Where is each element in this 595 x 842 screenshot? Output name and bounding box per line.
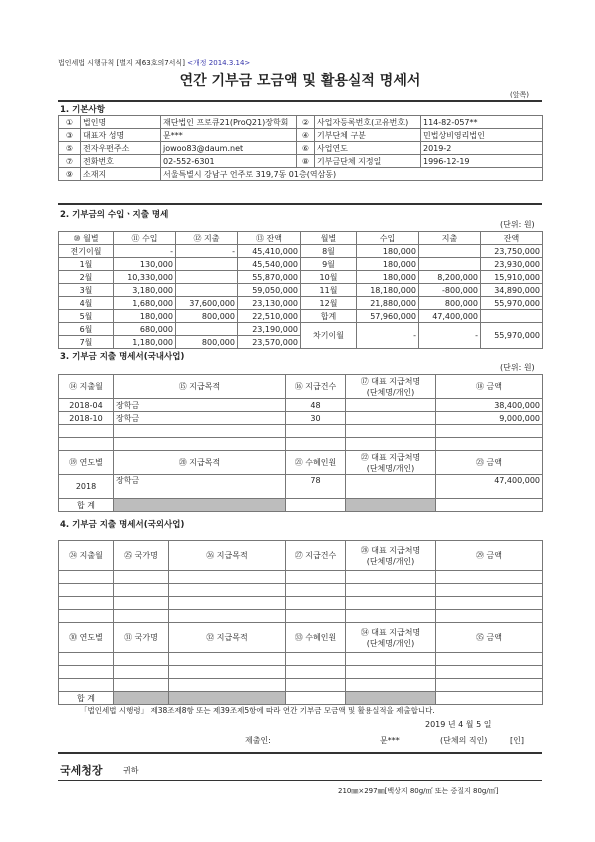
month-cell: 2018-10 bbox=[59, 412, 114, 425]
income-row bbox=[59, 323, 543, 336]
income-expense-table bbox=[58, 231, 543, 349]
income-row bbox=[59, 310, 543, 323]
section1-title: 1. 기본사항 bbox=[60, 105, 105, 115]
balance-cell: 55,970,000 bbox=[481, 297, 543, 310]
balance-cell: 23,570,000 bbox=[238, 336, 301, 349]
empty-cell bbox=[436, 692, 543, 705]
balance-cell: 59,050,000 bbox=[238, 284, 301, 297]
month-cell: 7월 bbox=[59, 336, 114, 349]
year-cell: 2018 bbox=[59, 475, 114, 499]
income-cell: 1,680,000 bbox=[114, 297, 176, 310]
column-header: ⑮ 지급목적 bbox=[114, 375, 286, 399]
empty-cell bbox=[59, 571, 114, 584]
month-cell: 4월 bbox=[59, 297, 114, 310]
balance-cell: 34,890,000 bbox=[481, 284, 543, 297]
footer-rule bbox=[58, 752, 542, 754]
purpose-cell: 장학금 bbox=[114, 412, 286, 425]
empty-cell bbox=[436, 679, 543, 692]
column-header: ⑪ 수입 bbox=[114, 232, 176, 245]
payee-header: ㉒ 대표 지급처명 bbox=[360, 452, 421, 462]
info-number: ⑧ bbox=[297, 155, 315, 168]
info-value: 재단법인 프로큐21(ProQ21)장학회 bbox=[161, 116, 297, 129]
expense-cell bbox=[419, 258, 481, 271]
empty-cell bbox=[346, 679, 436, 692]
info-label: 기부단체 구분 bbox=[315, 129, 421, 142]
income-cell: 1,180,000 bbox=[114, 336, 176, 349]
empty-cell bbox=[286, 692, 346, 705]
empty-cell bbox=[346, 666, 436, 679]
column-header: ⑱ 금액 bbox=[436, 375, 543, 399]
section2-unit: (단위: 원) bbox=[500, 220, 535, 229]
income-cell: 130,000 bbox=[114, 258, 176, 271]
balance-cell bbox=[481, 310, 543, 323]
column-header: ⑩ 월별 bbox=[59, 232, 114, 245]
carry-over-expense: - bbox=[419, 323, 481, 349]
payee-header: ㉘ 대표 지급처명 bbox=[360, 545, 421, 555]
gray-cell bbox=[346, 692, 436, 705]
empty-cell bbox=[59, 653, 114, 666]
count-cell: 48 bbox=[286, 399, 346, 412]
empty-cell bbox=[436, 597, 543, 610]
page-title: 연간 기부금 모금액 및 활용실적 명세서 bbox=[179, 73, 421, 89]
overseas-empty-row bbox=[59, 610, 543, 623]
info-row bbox=[59, 142, 543, 155]
empty-cell bbox=[346, 438, 436, 451]
year-purpose-cell: 장학금 bbox=[114, 475, 286, 499]
info-row bbox=[59, 155, 543, 168]
empty-cell bbox=[436, 499, 543, 512]
info-value: 민법상비영리법인 bbox=[421, 129, 543, 142]
empty-cell bbox=[169, 571, 286, 584]
year-amount-cell: 47,400,000 bbox=[436, 475, 543, 499]
column-header: ⑭ 지출월 bbox=[59, 375, 114, 399]
income-header-row bbox=[59, 232, 543, 245]
month-cell: 10월 bbox=[301, 271, 357, 284]
balance-cell: 45,540,000 bbox=[238, 258, 301, 271]
month-cell: 12월 bbox=[301, 297, 357, 310]
column-header: ㉓ 금액 bbox=[436, 451, 543, 475]
empty-cell bbox=[114, 425, 286, 438]
empty-cell bbox=[286, 571, 346, 584]
empty-cell bbox=[169, 679, 286, 692]
empty-cell bbox=[114, 571, 169, 584]
empty-cell bbox=[59, 666, 114, 679]
empty-cell bbox=[286, 679, 346, 692]
info-number: ⑨ bbox=[59, 168, 81, 181]
empty-cell bbox=[346, 610, 436, 623]
column-header: ㉟ 금액 bbox=[436, 623, 543, 653]
column-header: ㉜ 지급목적 bbox=[169, 623, 286, 653]
year-header-row bbox=[59, 451, 543, 475]
submitter-name: 문*** bbox=[380, 736, 400, 745]
domestic-total-row bbox=[59, 499, 543, 512]
payee-header: ㉞ 대표 지급처명 bbox=[360, 627, 421, 637]
column-header: 월별 bbox=[301, 232, 357, 245]
address-label: 소재지 bbox=[81, 168, 161, 181]
empty-cell bbox=[436, 610, 543, 623]
month-cell: 3월 bbox=[59, 284, 114, 297]
column-header: ⑳ 지급목적 bbox=[114, 451, 286, 475]
amount-cell: 9,000,000 bbox=[436, 412, 543, 425]
carry-over-balance: 55,970,000 bbox=[481, 323, 543, 349]
column-header: ㉕ 국가명 bbox=[114, 541, 169, 571]
column-header: 잔액 bbox=[481, 232, 543, 245]
info-value: 문*** bbox=[161, 129, 297, 142]
income-cell: 180,000 bbox=[357, 245, 419, 258]
empty-cell bbox=[59, 438, 114, 451]
payee-subheader: (단체명/개인) bbox=[366, 556, 415, 566]
section4-title: 4. 기부금 지출 명세서(국외사업) bbox=[60, 520, 185, 530]
domestic-row bbox=[59, 412, 543, 425]
empty-cell bbox=[59, 610, 114, 623]
gray-cell bbox=[114, 499, 286, 512]
info-number: ④ bbox=[297, 129, 315, 142]
payee-cell bbox=[346, 399, 436, 412]
column-header bbox=[346, 451, 436, 475]
empty-cell bbox=[346, 653, 436, 666]
column-header: 수입 bbox=[357, 232, 419, 245]
empty-cell bbox=[59, 425, 114, 438]
empty-cell bbox=[114, 679, 169, 692]
form-reference bbox=[58, 58, 250, 68]
payee-subheader: (단체명/개인) bbox=[366, 638, 415, 648]
carry-over-income: - bbox=[357, 323, 419, 349]
overseas-header-row bbox=[59, 623, 543, 653]
info-row bbox=[59, 129, 543, 142]
recipient: 국세청장 bbox=[60, 764, 103, 777]
info-value: 02-552-6301 bbox=[161, 155, 297, 168]
empty-cell bbox=[286, 438, 346, 451]
column-header: ㉛ 국가명 bbox=[114, 623, 169, 653]
empty-cell bbox=[59, 584, 114, 597]
income-row bbox=[59, 258, 543, 271]
top-rule bbox=[58, 100, 542, 102]
empty-cell bbox=[346, 475, 436, 499]
submission-date: 2019 년 4 월 5 일 bbox=[425, 720, 492, 729]
income-cell: 18,180,000 bbox=[357, 284, 419, 297]
empty-cell bbox=[169, 653, 286, 666]
info-label: 전화번호 bbox=[81, 155, 161, 168]
column-header: ㉔ 지출월 bbox=[59, 541, 114, 571]
column-header: ㉑ 수혜인원 bbox=[286, 451, 346, 475]
column-header: ㉗ 지급건수 bbox=[286, 541, 346, 571]
balance-cell: 22,510,000 bbox=[238, 310, 301, 323]
total-label: 합 계 bbox=[59, 499, 114, 512]
info-number: ① bbox=[59, 116, 81, 129]
expense-cell: 8,200,000 bbox=[419, 271, 481, 284]
month-cell: 9월 bbox=[301, 258, 357, 271]
domestic-expense-table bbox=[58, 374, 543, 512]
info-number: ⑦ bbox=[59, 155, 81, 168]
income-cell: 21,880,000 bbox=[357, 297, 419, 310]
empty-cell bbox=[436, 584, 543, 597]
empty-cell bbox=[114, 610, 169, 623]
empty-cell bbox=[436, 438, 543, 451]
empty-cell bbox=[114, 584, 169, 597]
domestic-empty-row bbox=[59, 438, 543, 451]
empty-cell bbox=[346, 425, 436, 438]
gray-cell bbox=[169, 692, 286, 705]
column-header: ⑲ 연도별 bbox=[59, 451, 114, 475]
empty-cell bbox=[286, 610, 346, 623]
income-cell: 180,000 bbox=[357, 258, 419, 271]
income-cell: - bbox=[114, 245, 176, 258]
balance-cell: 23,130,000 bbox=[238, 297, 301, 310]
domestic-empty-row bbox=[59, 425, 543, 438]
year-row bbox=[59, 475, 543, 499]
month-cell: 6월 bbox=[59, 323, 114, 336]
income-row bbox=[59, 284, 543, 297]
info-label: 대표자 성명 bbox=[81, 129, 161, 142]
balance-cell: 45,410,000 bbox=[238, 245, 301, 258]
empty-cell bbox=[286, 666, 346, 679]
income-cell: 3,180,000 bbox=[114, 284, 176, 297]
info-label: 법인명 bbox=[81, 116, 161, 129]
column-header: ㉚ 연도별 bbox=[59, 623, 114, 653]
empty-cell bbox=[59, 679, 114, 692]
info-row bbox=[59, 116, 543, 129]
empty-cell bbox=[346, 597, 436, 610]
seal-note: (단체의 직인) bbox=[440, 736, 488, 745]
section2-title: 2. 기부금의 수입ㆍ지출 명세 bbox=[60, 210, 169, 220]
recipient-suffix: 귀하 bbox=[123, 766, 139, 775]
basic-info-table bbox=[58, 115, 543, 181]
income-row bbox=[59, 297, 543, 310]
income-cell: 180,000 bbox=[114, 310, 176, 323]
submission-statement: 「법인세법 시행령」 제38조제8항 또는 제39조제5항에 따라 연간 기부금 모금액 및 활용실적을 제출합니다. bbox=[80, 706, 435, 715]
bottom-rule bbox=[58, 780, 542, 781]
expense-cell: 800,000 bbox=[176, 336, 238, 349]
empty-cell bbox=[436, 425, 543, 438]
overseas-header-row bbox=[59, 541, 543, 571]
info-number: ② bbox=[297, 116, 315, 129]
column-header: ⑯ 지급건수 bbox=[286, 375, 346, 399]
column-header: ㉝ 수혜인원 bbox=[286, 623, 346, 653]
carry-over-label: 차기이월 bbox=[301, 323, 357, 349]
expense-cell: 37,600,000 bbox=[176, 297, 238, 310]
info-value: 2019-2 bbox=[421, 142, 543, 155]
month-cell: 전기이월 bbox=[59, 245, 114, 258]
empty-cell bbox=[114, 438, 286, 451]
expense-cell bbox=[176, 323, 238, 336]
empty-cell bbox=[286, 584, 346, 597]
empty-cell bbox=[114, 666, 169, 679]
overseas-empty-row bbox=[59, 679, 543, 692]
address-value: 서울특별시 강남구 언주로 319,7동 01층(역삼동) bbox=[161, 168, 543, 181]
revision-text: <개정 2014.3.14> bbox=[187, 59, 251, 67]
column-header: ⑬ 잔액 bbox=[238, 232, 301, 245]
total-label: 합 계 bbox=[59, 692, 114, 705]
month-cell: 1월 bbox=[59, 258, 114, 271]
address-row bbox=[59, 168, 543, 181]
month-cell: 5월 bbox=[59, 310, 114, 323]
info-number: ⑥ bbox=[297, 142, 315, 155]
year-count-cell: 78 bbox=[286, 475, 346, 499]
income-cell: 180,000 bbox=[357, 271, 419, 284]
expense-cell: -800,000 bbox=[419, 284, 481, 297]
income-cell: 680,000 bbox=[114, 323, 176, 336]
payee-subheader: (단체명/개인) bbox=[366, 463, 415, 473]
column-header: 지출 bbox=[419, 232, 481, 245]
info-value: jowoo83@daum.net bbox=[161, 142, 297, 155]
expense-cell: - bbox=[176, 245, 238, 258]
expense-cell: 800,000 bbox=[176, 310, 238, 323]
month-cell: 2018-04 bbox=[59, 399, 114, 412]
empty-cell bbox=[59, 597, 114, 610]
gray-cell bbox=[114, 692, 169, 705]
domestic-header-row bbox=[59, 375, 543, 399]
overseas-empty-row bbox=[59, 653, 543, 666]
info-label: 사업자등록번호(고유번호) bbox=[315, 116, 421, 129]
payee-cell bbox=[346, 412, 436, 425]
expense-cell bbox=[176, 258, 238, 271]
column-header bbox=[346, 375, 436, 399]
section3-title: 3. 기부금 지출 명세서(국내사업) bbox=[60, 352, 185, 362]
income-cell: 10,330,000 bbox=[114, 271, 176, 284]
income-cell: 57,960,000 bbox=[357, 310, 419, 323]
overseas-empty-row bbox=[59, 584, 543, 597]
info-number: ③ bbox=[59, 129, 81, 142]
overseas-empty-row bbox=[59, 571, 543, 584]
section2-rule bbox=[58, 203, 542, 205]
empty-cell bbox=[286, 499, 346, 512]
month-cell: 2월 bbox=[59, 271, 114, 284]
balance-cell: 23,190,000 bbox=[238, 323, 301, 336]
info-value: 1996-12-19 bbox=[421, 155, 543, 168]
column-header: ㉙ 금액 bbox=[436, 541, 543, 571]
month-cell: 합계 bbox=[301, 310, 357, 323]
payee-header: ⑰ 대표 지급처명 bbox=[360, 376, 421, 386]
side-note: (앞쪽) bbox=[510, 91, 529, 99]
empty-cell bbox=[169, 610, 286, 623]
info-value: 114-82-057** bbox=[421, 116, 543, 129]
overseas-expense-table bbox=[58, 540, 543, 705]
balance-cell: 23,750,000 bbox=[481, 245, 543, 258]
income-row bbox=[59, 245, 543, 258]
empty-cell bbox=[114, 653, 169, 666]
seal-mark: [인] bbox=[510, 736, 524, 745]
empty-cell bbox=[346, 571, 436, 584]
section3-unit: (단위: 원) bbox=[500, 363, 535, 372]
form-ref-text: 법인세법 시행규칙 [별지 제63호의7서식] bbox=[58, 59, 185, 67]
column-header bbox=[346, 623, 436, 653]
info-number: ⑤ bbox=[59, 142, 81, 155]
balance-cell: 55,870,000 bbox=[238, 271, 301, 284]
balance-cell: 15,910,000 bbox=[481, 271, 543, 284]
empty-cell bbox=[114, 597, 169, 610]
empty-cell bbox=[169, 597, 286, 610]
overseas-total-row bbox=[59, 692, 543, 705]
column-header: ㉖ 지급목적 bbox=[169, 541, 286, 571]
empty-cell bbox=[436, 653, 543, 666]
submitter-label: 제출인: bbox=[245, 736, 271, 745]
expense-cell bbox=[419, 245, 481, 258]
month-cell: 8월 bbox=[301, 245, 357, 258]
empty-cell bbox=[286, 425, 346, 438]
empty-cell bbox=[346, 584, 436, 597]
overseas-empty-row bbox=[59, 597, 543, 610]
column-header bbox=[346, 541, 436, 571]
info-label: 기부금단체 지정일 bbox=[315, 155, 421, 168]
gray-cell bbox=[346, 499, 436, 512]
count-cell: 30 bbox=[286, 412, 346, 425]
purpose-cell: 장학금 bbox=[114, 399, 286, 412]
expense-cell: 47,400,000 bbox=[419, 310, 481, 323]
balance-cell: 23,930,000 bbox=[481, 258, 543, 271]
empty-cell bbox=[286, 653, 346, 666]
income-row bbox=[59, 271, 543, 284]
column-header: ⑫ 지출 bbox=[176, 232, 238, 245]
paper-spec: 210㎜×297㎜[백상지 80g/㎡ 또는 중질지 80g/㎡] bbox=[338, 787, 499, 795]
empty-cell bbox=[436, 666, 543, 679]
empty-cell bbox=[169, 666, 286, 679]
empty-cell bbox=[286, 597, 346, 610]
info-label: 사업연도 bbox=[315, 142, 421, 155]
month-cell: 11월 bbox=[301, 284, 357, 297]
domestic-row bbox=[59, 399, 543, 412]
info-label: 전자우편주소 bbox=[81, 142, 161, 155]
expense-cell bbox=[176, 271, 238, 284]
empty-cell bbox=[436, 571, 543, 584]
overseas-empty-row bbox=[59, 666, 543, 679]
expense-cell bbox=[176, 284, 238, 297]
amount-cell: 38,400,000 bbox=[436, 399, 543, 412]
empty-cell bbox=[169, 584, 286, 597]
expense-cell: 800,000 bbox=[419, 297, 481, 310]
payee-subheader: (단체명/개인) bbox=[366, 387, 415, 397]
